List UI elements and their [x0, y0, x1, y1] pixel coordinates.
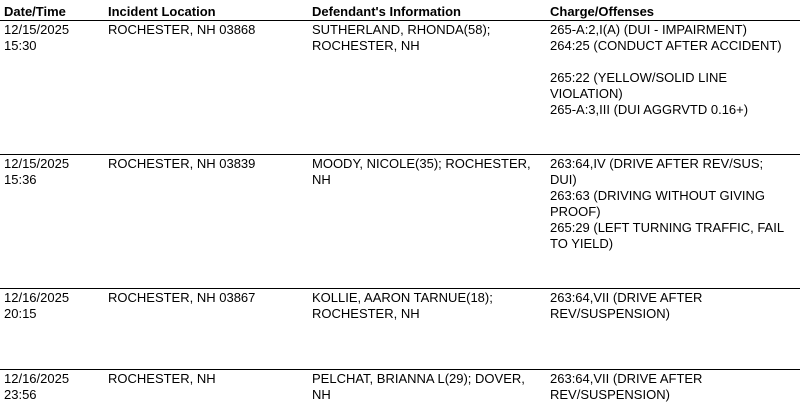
defendant-cell [312, 22, 544, 54]
location-cell [108, 290, 308, 306]
date-time-cell [4, 371, 104, 403]
charge-line: DUI) [550, 172, 577, 187]
defendant-cell [312, 290, 544, 322]
table-row [0, 369, 800, 406]
defendant-line: ROCHESTER, NH [312, 306, 420, 321]
defendant-line: NH [312, 172, 331, 187]
charge-line: TO YIELD) [550, 236, 614, 251]
charge-line: 265-A:2,I(A) (DUI - IMPAIRMENT) [550, 22, 747, 37]
charge-line: 263:64,VII (DRIVE AFTER [550, 371, 703, 386]
date-text: 12/16/2025 [4, 290, 70, 305]
time-text: 23:56 [4, 387, 37, 402]
location-cell [108, 371, 308, 387]
table-row [0, 288, 800, 369]
location-cell [108, 22, 308, 38]
location-cell [108, 156, 308, 172]
date-text: 12/16/2025 [4, 371, 70, 386]
date-text: 12/15/2025 [4, 22, 70, 37]
header-defendant-info: Defendant's Information [312, 4, 461, 19]
defendant-line: PELCHAT, BRIANNA L(29); DOVER, [312, 371, 525, 386]
charge-line: 265-A:3,III (DUI AGGRVTD 0.16+) [550, 102, 749, 117]
table-row [0, 154, 800, 288]
header-incident-location: Incident Location [108, 4, 216, 19]
charge-line: 263:64,IV (DRIVE AFTER REV/SUS; [550, 156, 764, 171]
defendant-line: KOLLIE, AARON TARNUE(18); [312, 290, 493, 305]
location-text: ROCHESTER, NH 03868 [108, 22, 256, 37]
header-date-time: Date/Time [4, 4, 66, 19]
charges-cell [550, 290, 798, 322]
location-text: ROCHESTER, NH 03867 [108, 290, 256, 305]
charges-cell [550, 371, 798, 403]
table-row [0, 21, 800, 154]
charge-line: 263:63 (DRIVING WITHOUT GIVING [550, 188, 766, 203]
charge-line: VIOLATION) [550, 86, 623, 101]
table-header [0, 0, 800, 21]
defendant-cell [312, 156, 544, 188]
date-time-cell [4, 156, 104, 188]
defendant-line: SUTHERLAND, RHONDA(58); [312, 22, 491, 37]
charge-line: PROOF) [550, 204, 601, 219]
defendant-line: NH [312, 387, 331, 402]
charge-line: 263:64,VII (DRIVE AFTER [550, 290, 703, 305]
charges-cell [550, 156, 798, 252]
charge-line: 264:25 (CONDUCT AFTER ACCIDENT) [550, 38, 782, 53]
defendant-line: MOODY, NICOLE(35); ROCHESTER, [312, 156, 531, 171]
charge-line: REV/SUSPENSION) [550, 387, 670, 402]
header-charge-offenses: Charge/Offenses [550, 4, 655, 19]
time-text: 15:36 [4, 172, 37, 187]
date-time-cell [4, 290, 104, 322]
charge-line [550, 54, 798, 70]
location-text: ROCHESTER, NH [108, 371, 216, 386]
date-text: 12/15/2025 [4, 156, 70, 171]
charge-line: REV/SUSPENSION) [550, 306, 670, 321]
charges-cell [550, 22, 798, 118]
defendant-line: ROCHESTER, NH [312, 38, 420, 53]
charge-line: 265:29 (LEFT TURNING TRAFFIC, FAIL [550, 220, 785, 235]
charge-line: 265:22 (YELLOW/SOLID LINE [550, 70, 728, 85]
date-time-cell [4, 22, 104, 54]
time-text: 15:30 [4, 38, 37, 53]
time-text: 20:15 [4, 306, 37, 321]
defendant-cell [312, 371, 544, 403]
location-text: ROCHESTER, NH 03839 [108, 156, 256, 171]
